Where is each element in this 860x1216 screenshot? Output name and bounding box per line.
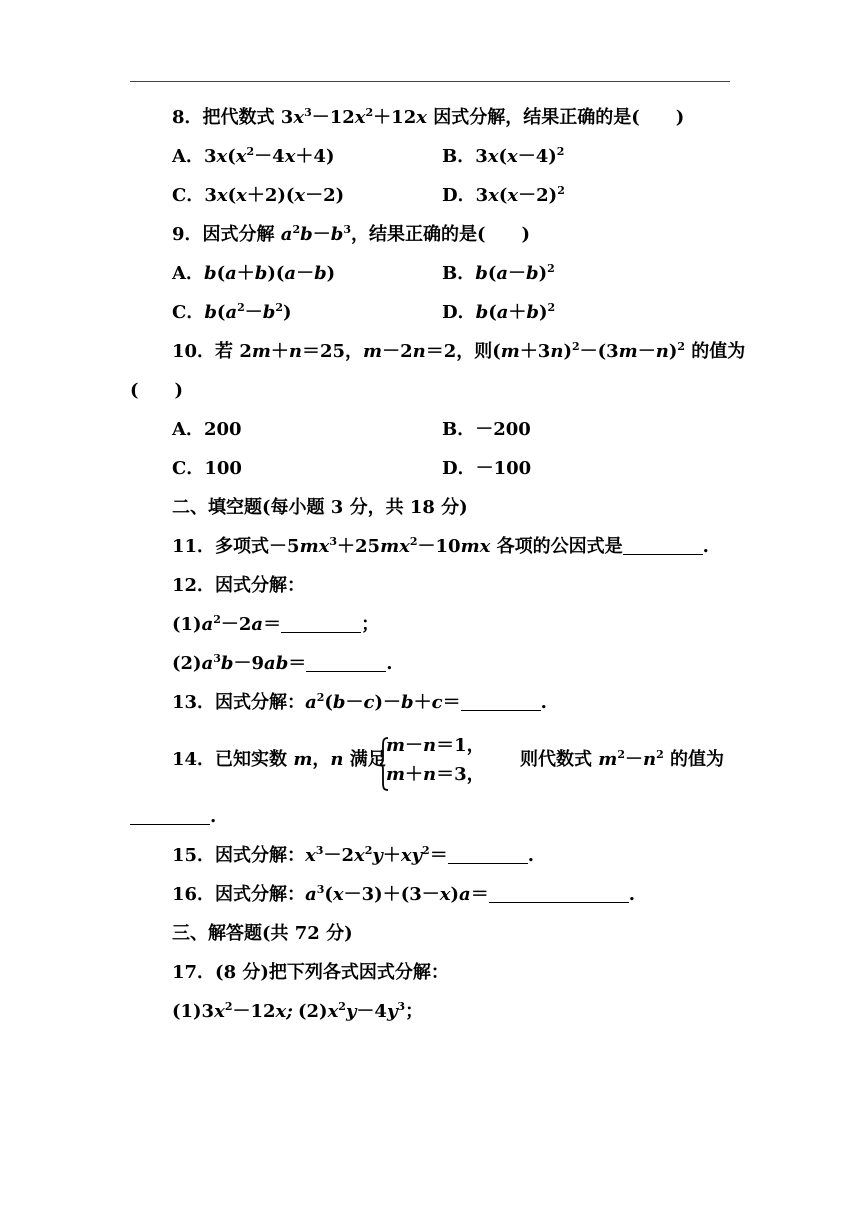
question-10-option-c: C．100	[172, 458, 242, 479]
question-13: 13．因式分解：$a^2(b-c)-b+c=$ .	[172, 691, 547, 713]
answer-blank[interactable]	[306, 655, 386, 672]
question-15: 15．因式分解：$x^3-2x^2y+xy^2=$ .	[172, 844, 534, 866]
question-8-option-d: D．$3x(x-2)^2$	[442, 184, 565, 206]
question-9-option-d: D．$b(a+b)^2$	[442, 301, 556, 323]
question-12-part-1: $(1)a^2-2a=$ ；	[172, 613, 380, 635]
question-10-option-d: D．－100	[442, 458, 532, 479]
question-17-part-2: $(2)x^2y-4y^3$；	[298, 1000, 424, 1022]
answer-blank[interactable]	[130, 808, 210, 825]
question-8-option-c: C．3x(x＋2)(x－2)	[172, 185, 345, 206]
question-14-stem: 14．已知实数 m，n 满足	[172, 749, 386, 770]
question-9-option-a: A．b(a＋b)(a－b)	[172, 263, 336, 284]
answer-blank[interactable]	[461, 694, 541, 711]
question-10-option-a: A．200	[172, 419, 242, 440]
question-8-option-b: B．$3x(x-4)^2$	[442, 145, 565, 167]
question-17-part-1: $(1)3x^2-12x$;	[172, 1000, 293, 1022]
question-9-option-b: B．$b(a-b)^2$	[442, 262, 555, 284]
question-12-part-2: $(2)a^3b-9ab=$ .	[172, 652, 393, 674]
question-14-tail: 则代数式 $m^2-n^2$ 的值为	[520, 748, 725, 770]
question-14-answer-line: .	[130, 805, 216, 829]
question-10-answer-paren: ( )	[130, 380, 184, 401]
question-10-stem: 10．若 2m＋n＝25，m－2n＝2，则$(m+3n)^2-(3m-n)^2$ 的值为	[172, 340, 746, 362]
equation-system-row-2: m＋n＝3，	[386, 764, 485, 785]
answer-blank[interactable]	[448, 847, 528, 864]
question-8-option-a: A．$3x(x^2-4x+4)$	[172, 145, 335, 167]
question-9-stem: 9．因式分解 $a^2b-b^3$，结果正确的是( )	[172, 223, 531, 245]
question-10-option-b: B．－200	[442, 419, 531, 440]
question-11: 11．多项式$-5mx^3+25mx^2-10mx$ 各项的公因式是 .	[172, 535, 709, 557]
question-9-option-c: C．$b(a^2-b^2)$	[172, 301, 292, 323]
question-17-stem: 17．(8 分)把下列各式因式分解：	[172, 962, 449, 983]
equation-system-row-1: m－n＝1，	[386, 735, 485, 756]
section-2-heading: 二、填空题(每小题 3 分，共 18 分)	[172, 497, 468, 518]
question-12-stem: 12．因式分解：	[172, 575, 306, 596]
answer-blank[interactable]	[281, 616, 361, 633]
question-16: 16．因式分解：$a^3(x-3)+(3-x)a=$ .	[172, 883, 635, 905]
answer-blank[interactable]	[623, 538, 703, 555]
question-8-stem: 8．把代数式 $3x^3-12x^2+12x$ 因式分解，结果正确的是( )	[172, 106, 685, 128]
section-3-heading: 三、解答题(共 72 分)	[172, 923, 353, 944]
header-rule	[130, 81, 730, 82]
answer-blank[interactable]	[489, 886, 629, 903]
